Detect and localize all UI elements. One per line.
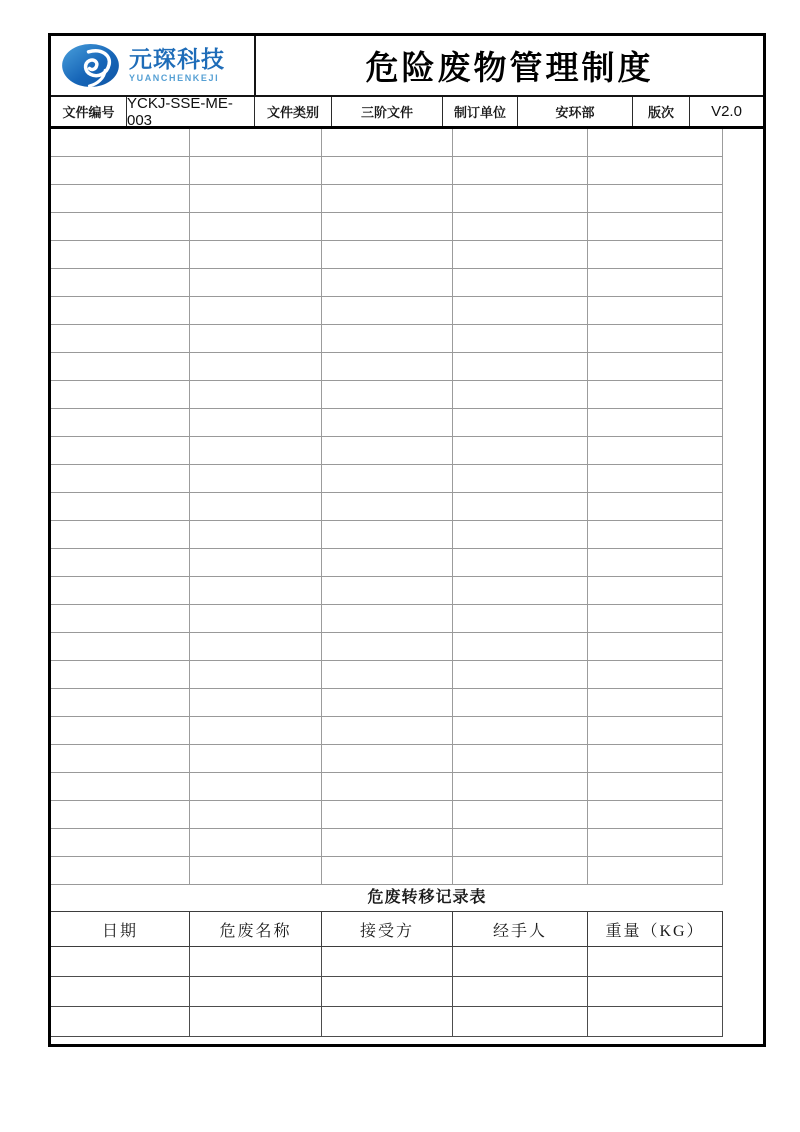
empty-cell — [51, 577, 190, 604]
main-table-row — [51, 157, 723, 185]
empty-cell — [322, 977, 453, 1006]
main-table-row — [51, 381, 723, 409]
empty-cell — [190, 977, 322, 1006]
transfer-table-body — [51, 947, 723, 1037]
empty-cell — [322, 353, 453, 380]
empty-cell — [588, 297, 723, 324]
empty-cell — [190, 947, 322, 976]
issuing-unit-value: 安环部 — [555, 105, 595, 120]
empty-cell — [322, 241, 453, 268]
empty-cell — [588, 801, 723, 828]
empty-cell — [588, 437, 723, 464]
empty-cell — [588, 1007, 723, 1036]
empty-cell — [322, 465, 453, 492]
empty-cell — [588, 157, 723, 184]
empty-cell — [190, 213, 322, 240]
empty-cell — [190, 325, 322, 352]
empty-cell — [588, 689, 723, 716]
empty-cell — [190, 269, 322, 296]
empty-cell — [51, 745, 190, 772]
empty-cell — [453, 185, 588, 212]
file-category-label: 文件类别 — [266, 105, 319, 120]
empty-cell — [322, 1007, 453, 1036]
empty-cell — [453, 381, 588, 408]
empty-cell — [190, 521, 322, 548]
company-name-en: YUANCHENKEJI — [129, 73, 220, 83]
file-number-value: YCKJ-SSE-ME-003 — [127, 94, 233, 129]
file-category-value-cell — [332, 97, 443, 126]
empty-cell — [51, 661, 190, 688]
empty-cell — [453, 661, 588, 688]
empty-cell — [51, 297, 190, 324]
document-info-row — [51, 94, 763, 129]
empty-cell — [453, 437, 588, 464]
empty-cell — [453, 717, 588, 744]
empty-cell — [588, 947, 723, 976]
main-table-row — [51, 745, 723, 773]
main-table-row — [51, 213, 723, 241]
empty-cell — [322, 437, 453, 464]
empty-cell — [588, 605, 723, 632]
empty-cell — [588, 521, 723, 548]
empty-cell — [588, 185, 723, 212]
empty-cell — [322, 661, 453, 688]
transfer-table-header-row — [51, 912, 723, 947]
empty-cell — [588, 717, 723, 744]
empty-cell — [51, 241, 190, 268]
header-handler: 经手人 — [453, 912, 588, 946]
main-table-row — [51, 829, 723, 857]
empty-cell — [190, 465, 322, 492]
main-table-row — [51, 185, 723, 213]
main-table-row — [51, 773, 723, 801]
empty-cell — [51, 269, 190, 296]
empty-cell — [322, 857, 453, 884]
empty-cell — [322, 605, 453, 632]
empty-cell — [190, 353, 322, 380]
version-label: 版次 — [647, 105, 674, 120]
empty-cell — [453, 1007, 588, 1036]
empty-cell — [453, 269, 588, 296]
main-empty-table — [51, 129, 723, 885]
main-table-row — [51, 269, 723, 297]
empty-cell — [453, 549, 588, 576]
empty-cell — [51, 409, 190, 436]
empty-cell — [453, 605, 588, 632]
empty-cell — [322, 549, 453, 576]
empty-cell — [588, 773, 723, 800]
logo-cell — [51, 36, 256, 95]
empty-cell — [190, 129, 322, 156]
issuing-unit-label: 制订单位 — [453, 105, 506, 120]
empty-cell — [453, 829, 588, 856]
empty-cell — [51, 977, 190, 1006]
main-table-row — [51, 437, 723, 465]
empty-cell — [190, 829, 322, 856]
version-label-cell — [633, 97, 690, 126]
logo-text — [129, 48, 225, 83]
file-number-label: 文件编号 — [62, 105, 115, 120]
empty-cell — [588, 661, 723, 688]
empty-cell — [190, 297, 322, 324]
header-weight-kg: 重量（KG） — [588, 912, 723, 946]
empty-cell — [190, 381, 322, 408]
document-page — [48, 33, 766, 1047]
empty-cell — [190, 157, 322, 184]
empty-cell — [51, 717, 190, 744]
file-number-value-cell — [127, 94, 255, 129]
empty-cell — [453, 465, 588, 492]
empty-cell — [190, 1007, 322, 1036]
empty-cell — [51, 1007, 190, 1036]
empty-cell — [51, 605, 190, 632]
empty-cell — [51, 353, 190, 380]
version-value-cell — [690, 97, 763, 126]
empty-cell — [190, 773, 322, 800]
company-name: 元琛科技 — [129, 46, 225, 72]
empty-cell — [453, 213, 588, 240]
main-table-row — [51, 717, 723, 745]
empty-cell — [322, 801, 453, 828]
empty-cell — [190, 857, 322, 884]
empty-cell — [51, 129, 190, 156]
empty-cell — [190, 717, 322, 744]
main-table-row — [51, 633, 723, 661]
empty-cell — [588, 857, 723, 884]
empty-cell — [453, 325, 588, 352]
empty-cell — [190, 689, 322, 716]
empty-cell — [453, 157, 588, 184]
empty-cell — [588, 325, 723, 352]
empty-cell — [453, 773, 588, 800]
empty-cell — [453, 297, 588, 324]
empty-cell — [51, 465, 190, 492]
empty-cell — [322, 325, 453, 352]
header-receiver: 接受方 — [322, 912, 453, 946]
issuing-unit-label-cell — [443, 97, 518, 126]
version-value: V2.0 — [711, 103, 742, 120]
empty-cell — [453, 689, 588, 716]
empty-cell — [51, 857, 190, 884]
empty-cell — [190, 801, 322, 828]
main-table-row — [51, 241, 723, 269]
empty-cell — [453, 801, 588, 828]
empty-cell — [190, 409, 322, 436]
empty-cell — [190, 437, 322, 464]
main-table-row — [51, 409, 723, 437]
empty-cell — [190, 661, 322, 688]
empty-cell — [322, 521, 453, 548]
empty-cell — [190, 745, 322, 772]
empty-cell — [51, 947, 190, 976]
document-title: 危险废物管理制度 — [365, 51, 654, 87]
empty-cell — [453, 521, 588, 548]
empty-cell — [190, 577, 322, 604]
empty-cell — [588, 549, 723, 576]
main-table-row — [51, 661, 723, 689]
empty-cell — [51, 325, 190, 352]
empty-cell — [588, 213, 723, 240]
empty-cell — [51, 801, 190, 828]
empty-cell — [588, 129, 723, 156]
empty-cell — [51, 437, 190, 464]
empty-cell — [322, 409, 453, 436]
empty-cell — [51, 185, 190, 212]
empty-cell — [51, 773, 190, 800]
empty-cell — [322, 213, 453, 240]
empty-cell — [190, 605, 322, 632]
empty-cell — [588, 241, 723, 268]
empty-cell — [190, 241, 322, 268]
main-table-row — [51, 493, 723, 521]
empty-cell — [453, 745, 588, 772]
empty-cell — [190, 549, 322, 576]
empty-cell — [588, 829, 723, 856]
empty-cell — [190, 185, 322, 212]
empty-cell — [322, 829, 453, 856]
empty-cell — [453, 633, 588, 660]
main-table-row — [51, 577, 723, 605]
main-table-row — [51, 521, 723, 549]
empty-cell — [322, 381, 453, 408]
empty-cell — [322, 297, 453, 324]
empty-cell — [51, 633, 190, 660]
empty-cell — [588, 353, 723, 380]
empty-cell — [322, 269, 453, 296]
main-table-row — [51, 549, 723, 577]
empty-cell — [453, 947, 588, 976]
empty-cell — [190, 633, 322, 660]
main-table-row — [51, 605, 723, 633]
empty-cell — [453, 353, 588, 380]
empty-cell — [453, 129, 588, 156]
file-category-label-cell — [255, 97, 332, 126]
main-table-row — [51, 801, 723, 829]
transfer-table-title: 危废转移记录表 — [367, 889, 487, 906]
main-table-row — [51, 689, 723, 717]
transfer-table-row — [51, 977, 723, 1007]
empty-cell — [322, 493, 453, 520]
empty-cell — [322, 689, 453, 716]
main-table-row — [51, 857, 723, 885]
empty-cell — [588, 977, 723, 1006]
empty-cell — [453, 241, 588, 268]
empty-cell — [453, 857, 588, 884]
header-waste-name: 危废名称 — [190, 912, 322, 946]
empty-cell — [51, 549, 190, 576]
empty-cell — [51, 157, 190, 184]
main-table-row — [51, 129, 723, 157]
empty-cell — [322, 633, 453, 660]
empty-cell — [322, 577, 453, 604]
empty-cell — [51, 521, 190, 548]
file-number-label-cell — [51, 97, 127, 126]
transfer-record-table — [51, 911, 723, 1037]
empty-cell — [322, 157, 453, 184]
empty-cell — [588, 465, 723, 492]
main-table-row — [51, 465, 723, 493]
empty-cell — [588, 269, 723, 296]
main-table-row — [51, 353, 723, 381]
transfer-table-row — [51, 1007, 723, 1037]
empty-cell — [588, 577, 723, 604]
empty-cell — [588, 409, 723, 436]
main-table-row — [51, 297, 723, 325]
empty-cell — [51, 689, 190, 716]
empty-cell — [453, 577, 588, 604]
empty-cell — [51, 493, 190, 520]
main-table-row — [51, 325, 723, 353]
title-cell — [256, 36, 763, 95]
empty-cell — [588, 745, 723, 772]
header-date: 日期 — [51, 912, 190, 946]
empty-cell — [51, 213, 190, 240]
file-category-value: 三阶文件 — [360, 105, 413, 120]
empty-cell — [588, 381, 723, 408]
empty-cell — [588, 493, 723, 520]
empty-cell — [322, 717, 453, 744]
empty-cell — [453, 409, 588, 436]
empty-cell — [190, 493, 322, 520]
empty-cell — [322, 773, 453, 800]
company-logo-icon — [61, 43, 120, 88]
empty-cell — [322, 947, 453, 976]
empty-cell — [453, 493, 588, 520]
empty-cell — [322, 185, 453, 212]
document-header — [51, 36, 763, 97]
empty-cell — [322, 129, 453, 156]
empty-cell — [588, 633, 723, 660]
empty-cell — [51, 829, 190, 856]
transfer-table-row — [51, 947, 723, 977]
empty-cell — [453, 977, 588, 1006]
empty-cell — [51, 381, 190, 408]
empty-cell — [322, 745, 453, 772]
issuing-unit-value-cell — [518, 97, 633, 126]
